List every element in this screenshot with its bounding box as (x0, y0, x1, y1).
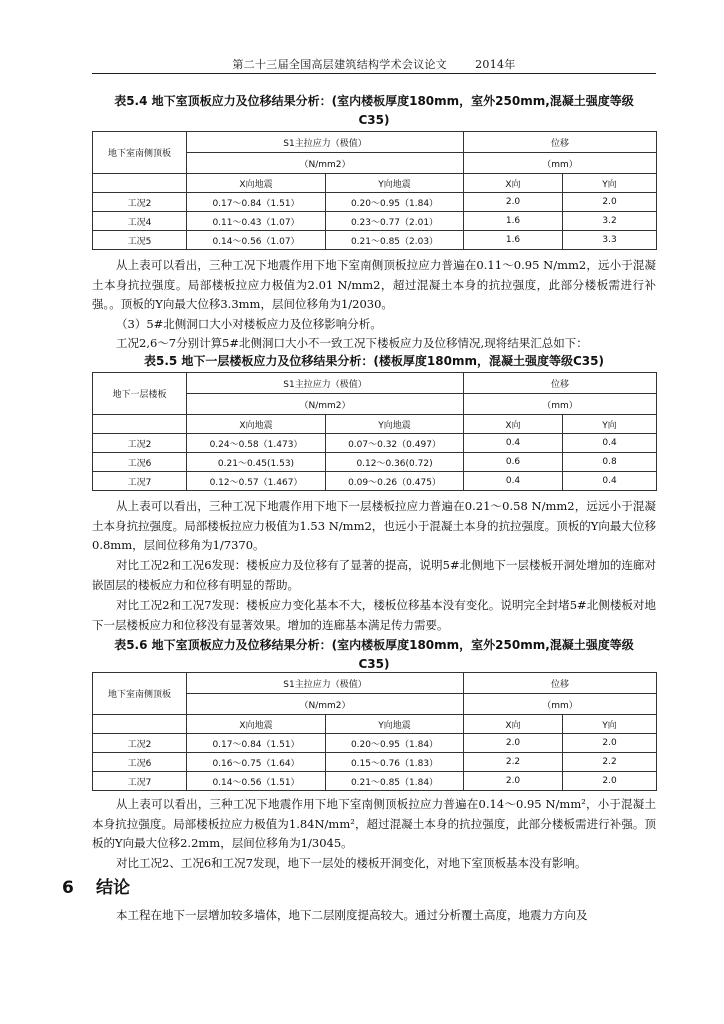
col-x-quake: X向地震 (187, 415, 326, 434)
table-subheader-row (93, 415, 657, 434)
y-disp: 2.2 (563, 753, 657, 772)
table-row (93, 753, 657, 772)
table-5-5 (92, 372, 657, 491)
stress-unit: （N/mm2） (187, 394, 464, 415)
x-stress: 0.11～0.43（1.07） (187, 212, 326, 231)
x-stress: 0.14～0.56（1.51） (187, 772, 326, 791)
x-stress: 0.12～0.57（1.467） (187, 472, 326, 491)
table-row (93, 734, 657, 753)
case-name: 工况7 (93, 772, 187, 791)
x-disp: 2.0 (464, 193, 563, 212)
table-5-5-caption: 表5.5 地下一层楼板应力及位移结果分析：(楼板厚度180mm，混凝土强度等级C35) (144, 354, 604, 368)
table-row (93, 193, 657, 212)
table-5-4-caption-line2: C35) (358, 113, 390, 127)
table-subheader-row (93, 174, 657, 193)
x-disp: 1.6 (464, 212, 563, 231)
y-stress: 0.20～0.95（1.84） (326, 193, 464, 212)
table-row (93, 212, 657, 231)
col-y-disp: Y向 (563, 174, 657, 193)
y-disp: 3.3 (563, 231, 657, 250)
stress-unit: （N/mm2） (187, 153, 464, 174)
case-name: 工况4 (93, 212, 187, 231)
col-y-quake: Y向地震 (326, 415, 464, 434)
x-stress: 0.16～0.75（1.64） (187, 753, 326, 772)
table-row (93, 772, 657, 791)
header-rule (92, 73, 656, 74)
paragraph-8: 对比工况2、工况6和工况7发现，地下一层处的楼板开洞变化，对地下室顶板基本没有影响。 (116, 856, 587, 870)
displacement-header: 位移 (464, 132, 657, 153)
case-name: 工况6 (93, 453, 187, 472)
stress-header: S1主拉应力（极值） (187, 673, 464, 694)
header-title: 第二十三届全国高层建筑结构学术会议论文 (232, 58, 448, 71)
table-5-4-caption-line1: 表5.4 地下室顶板应力及位移结果分析：(室内楼板厚度180mm，室外250mm,混凝土强度等级 (114, 94, 634, 108)
table-row (93, 453, 657, 472)
paragraph-3: 工况2,6～7分别计算5#北侧洞口大小不一致工况下楼板应力及位移情况,现将结果汇总如下： (116, 336, 588, 350)
displacement-unit: （mm） (464, 394, 657, 415)
displacement-unit: （mm） (464, 694, 657, 715)
row-header: 地下室南侧顶板 (93, 132, 187, 174)
x-stress: 0.17～0.84（1.51） (187, 193, 326, 212)
col-y-disp: Y向 (563, 415, 657, 434)
x-stress: 0.14～0.56（1.07） (187, 231, 326, 250)
case-name: 工况2 (93, 434, 187, 453)
paragraph-2: （3）5#北侧洞口大小对楼板应力及位移影响分析。 (116, 317, 382, 331)
y-stress: 0.12～0.36(0.72) (326, 453, 464, 472)
table-row (93, 231, 657, 250)
x-disp: 2.0 (464, 734, 563, 753)
table-row (93, 434, 657, 453)
y-disp: 2.0 (563, 193, 657, 212)
empty-cell (93, 715, 187, 734)
x-disp: 0.6 (464, 453, 563, 472)
y-stress: 0.23～0.77（2.01） (326, 212, 464, 231)
y-disp: 2.0 (563, 734, 657, 753)
y-disp: 0.8 (563, 453, 657, 472)
col-x-disp: X向 (464, 415, 563, 434)
y-disp: 3.2 (563, 212, 657, 231)
row-header: 地下一层楼板 (93, 373, 187, 415)
empty-cell (93, 415, 187, 434)
stress-header: S1主拉应力（极值） (187, 132, 464, 153)
case-name: 工况6 (93, 753, 187, 772)
row-header: 地下室南侧顶板 (93, 673, 187, 715)
section-heading (62, 873, 130, 898)
section-number: 6 (62, 878, 74, 898)
displacement-unit: （mm） (464, 153, 657, 174)
col-x-quake: X向地震 (187, 715, 326, 734)
displacement-header: 位移 (464, 373, 657, 394)
paragraph-7: 从上表可以看出，三种工况下地震作用下地下室南侧顶板拉应力普遍在0.14～0.95 N/mm²，小于混凝土本身抗拉强度。局部楼板拉应力极值为1.84N/mm²，超过混凝土本身的抗拉强度，此部分楼板需进行补强。顶板的Y向最大位移2.2mm，层间位移角为1/3045。 (92, 797, 656, 850)
col-y-disp: Y向 (563, 715, 657, 734)
y-disp: 2.0 (563, 772, 657, 791)
col-y-quake: Y向地震 (326, 715, 464, 734)
stress-unit: （N/mm2） (187, 694, 464, 715)
table-row (93, 472, 657, 491)
y-disp: 0.4 (563, 434, 657, 453)
y-stress: 0.15～0.76（1.83） (326, 753, 464, 772)
y-stress: 0.07～0.32（0.497） (326, 434, 464, 453)
table-5-6-caption-line1: 表5.6 地下室顶板应力及位移结果分析：(室内楼板厚度180mm，室外250mm,混凝土强度等级 (114, 638, 634, 652)
table-5-6-caption-line2: C35) (358, 657, 390, 671)
col-x-disp: X向 (464, 174, 563, 193)
table-subheader-row (93, 715, 657, 734)
x-disp: 2.2 (464, 753, 563, 772)
stress-header: S1主拉应力（极值） (187, 373, 464, 394)
table-5-4 (92, 131, 657, 250)
y-stress: 0.20～0.95（1.84） (326, 734, 464, 753)
x-disp: 0.4 (464, 434, 563, 453)
displacement-header: 位移 (464, 673, 657, 694)
table-5-6-caption (92, 636, 656, 674)
header-year: 2014年 (475, 58, 516, 71)
y-stress: 0.09～0.26（0.475） (326, 472, 464, 491)
x-disp: 1.6 (464, 231, 563, 250)
x-disp: 0.4 (464, 472, 563, 491)
x-stress: 0.17～0.84（1.51） (187, 734, 326, 753)
case-name: 工况7 (93, 472, 187, 491)
paragraph-4: 从上表可以看出，三种工况下地震作用下地下一层楼板拉应力普遍在0.21～0.58 N/mm2，远远小于混凝土本身抗拉强度。局部楼板拉应力极值为1.53 N/mm2，也远小于混凝土本身的抗拉强度。顶板的Y向最大位移0.8mm，层间位移角为1/7370。 (92, 499, 656, 552)
y-stress: 0.21～0.85（1.84） (326, 772, 464, 791)
running-header (92, 56, 656, 72)
table-5-6 (92, 672, 657, 791)
table-5-4-caption (92, 92, 656, 130)
y-disp: 0.4 (563, 472, 657, 491)
x-stress: 0.21～0.45(1.53) (187, 453, 326, 472)
case-name: 工况2 (93, 193, 187, 212)
col-x-disp: X向 (464, 715, 563, 734)
case-name: 工况5 (93, 231, 187, 250)
y-stress: 0.21～0.85（2.03） (326, 231, 464, 250)
empty-cell (93, 174, 187, 193)
case-name: 工况2 (93, 734, 187, 753)
section-title: 结论 (96, 878, 130, 898)
x-disp: 2.0 (464, 772, 563, 791)
paragraph-1: 从上表可以看出，三种工况下地震作用下地下室南侧顶板拉应力普遍在0.11～0.95 N/mm2，远小于混凝土本身抗拉强度。局部楼板拉应力极值为2.01 N/mm2，超过混凝土本身的抗拉强度，此部分楼板需进行补强。。顶板的Y向最大位移3.3mm，层间位移角为1/2030。 (92, 258, 656, 311)
paragraph-9: 本工程在地下一层增加较多墙体，地下二层刚度提高较大。通过分析覆土高度，地震力方向及 (116, 908, 588, 922)
paragraph-6: 对比工况2和工况7发现：楼板应力变化基本不大，楼板位移基本没有变化。说明完全封堵5#北侧楼板对地下一层楼板应力和位移没有显著效果。增加的连廊基本满足传力需要。 (92, 598, 656, 632)
col-y-quake: Y向地震 (326, 174, 464, 193)
x-stress: 0.24～0.58（1.473） (187, 434, 326, 453)
col-x-quake: X向地震 (187, 174, 326, 193)
paragraph-5: 对比工况2和工况6发现：楼板应力及位移有了显著的提高，说明5#北侧地下一层楼板开洞处增加的连廊对嵌固层的楼板应力和位移有明显的帮助。 (92, 558, 656, 592)
